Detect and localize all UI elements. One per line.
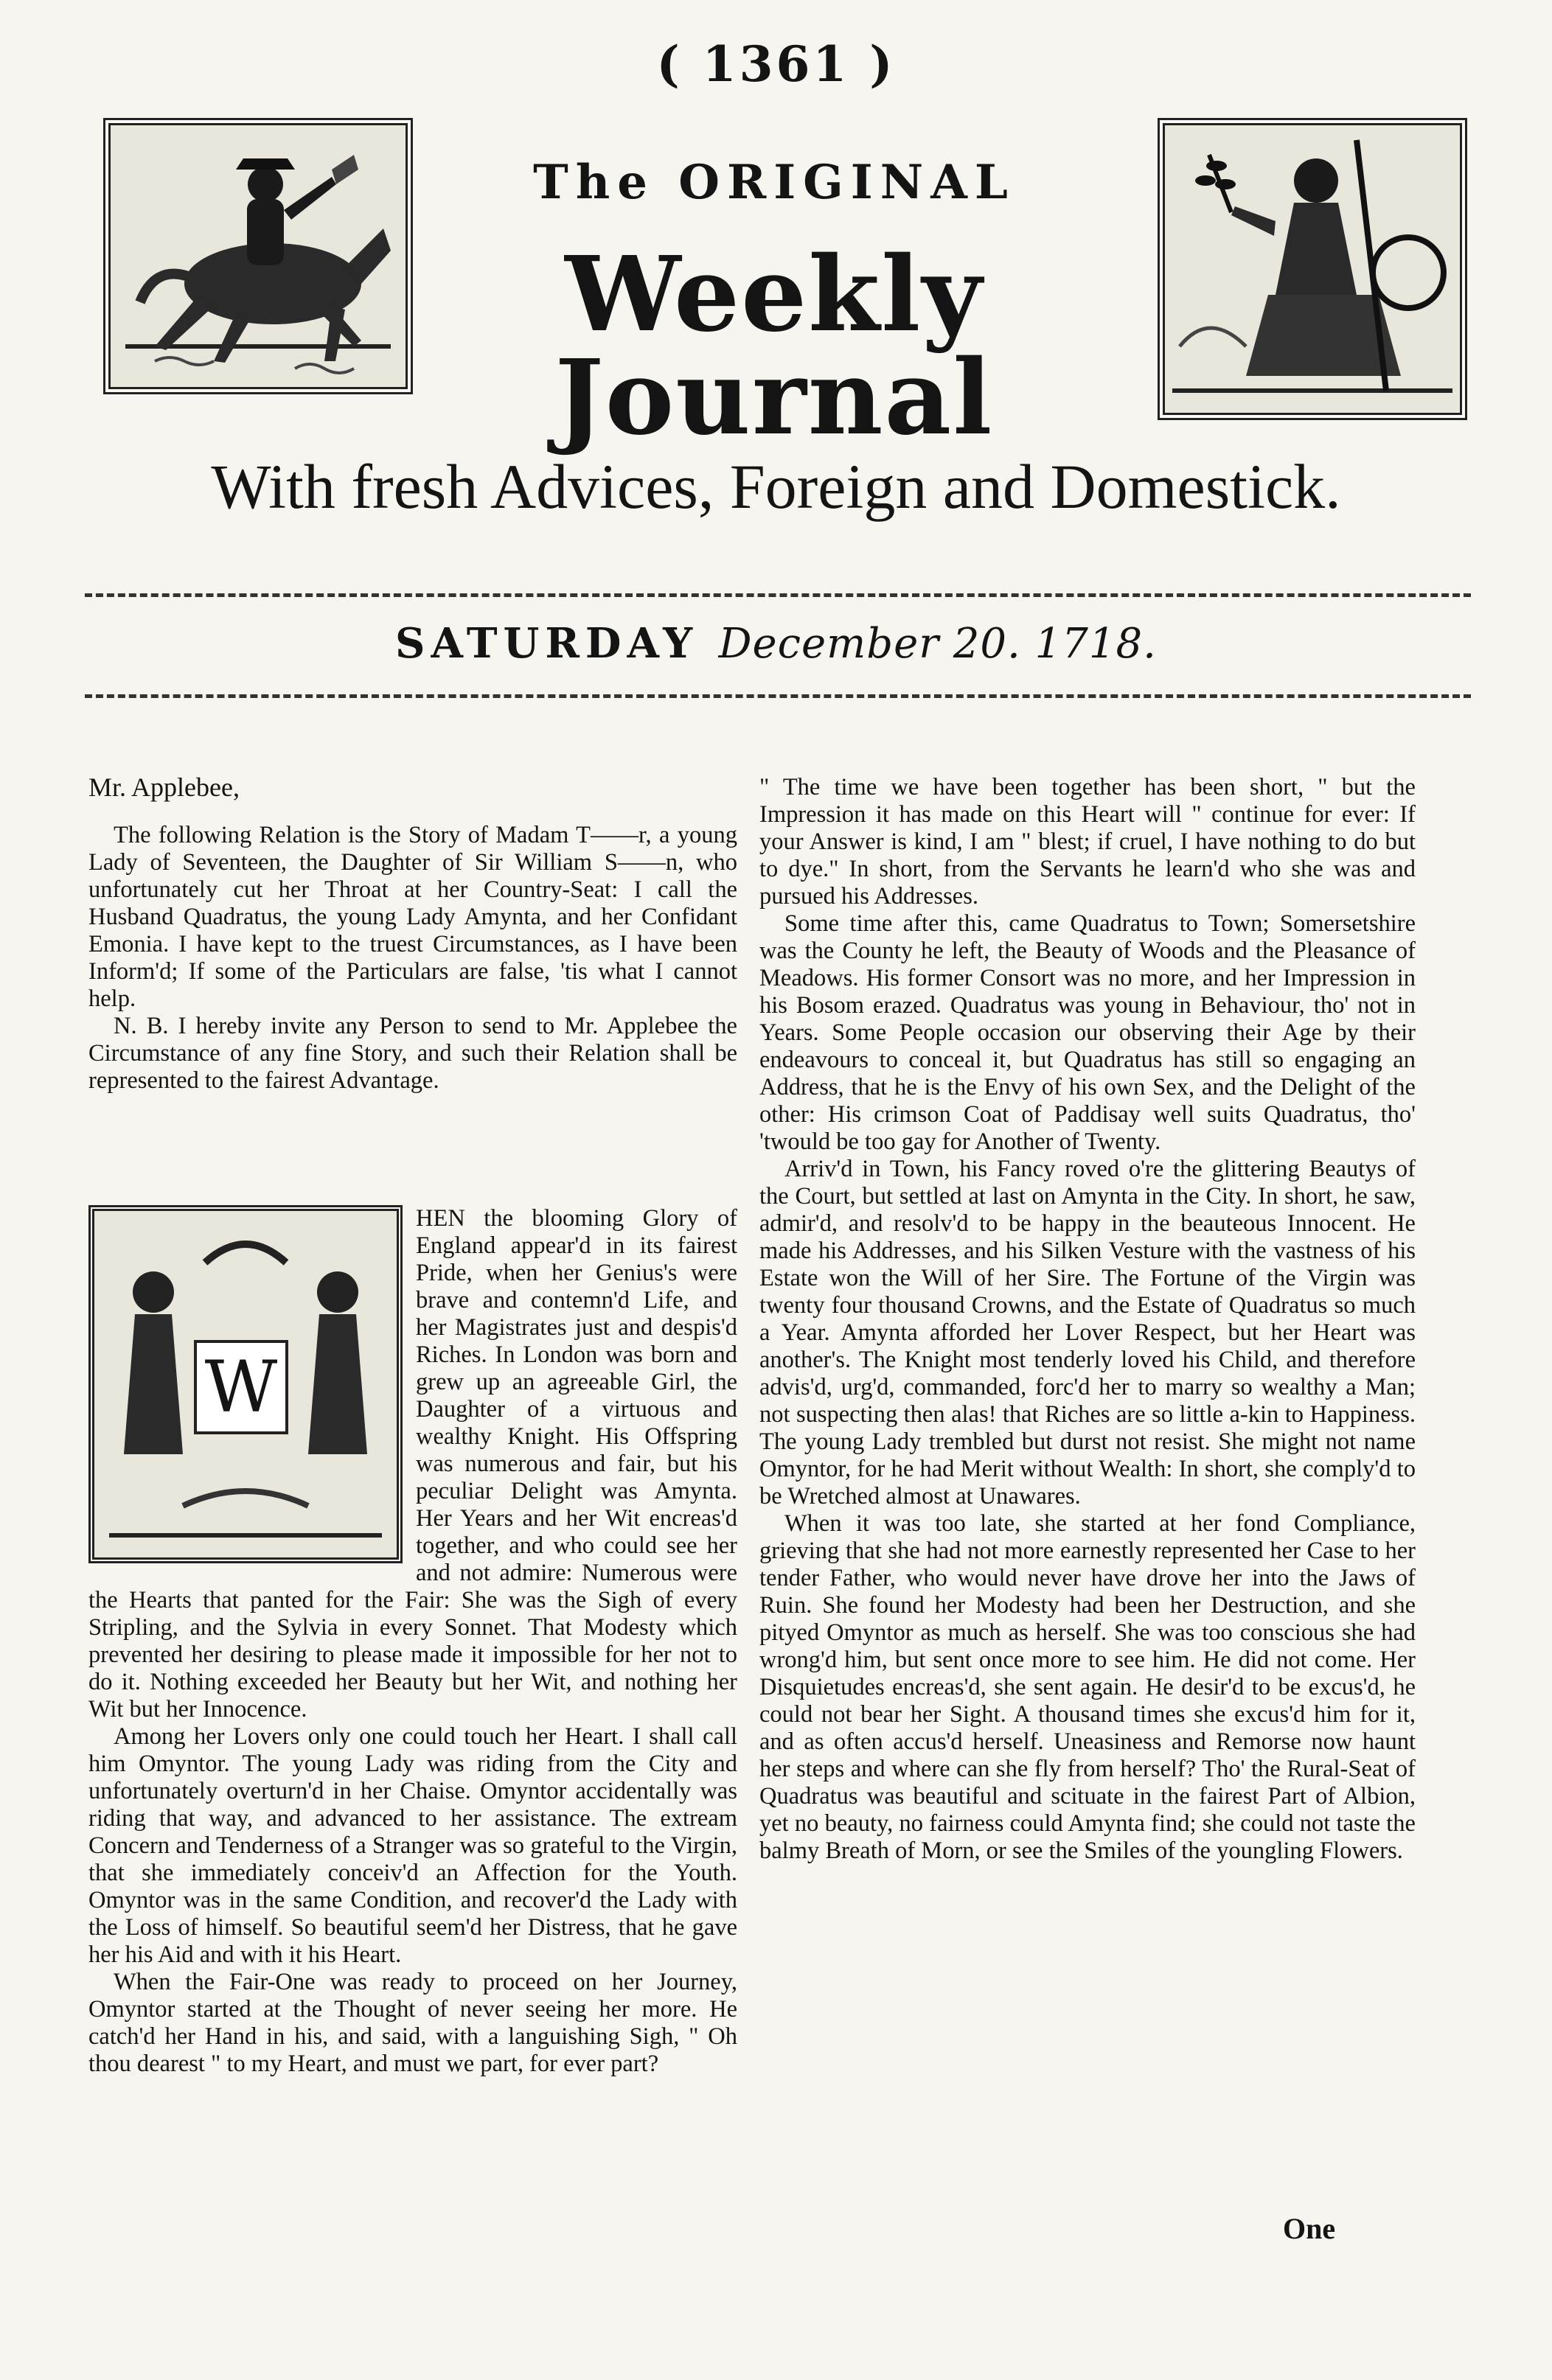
right-paragraph-2: Some time after this, came Quadratus to Town; Somersetshire was the County he left, the Beauty of Woods and the Pleasance of Meadows. His former Consort was no more, and her Impression in his Bosom erazed. Quadratus was young in Behaviour, tho' not in Years. Some People occasion our observing their Age by their endeavours to conceal it, but Quadratus has still so engaging an Address, that he is the Envy of his own Sex, and the Delight of the other: His crimson Coat of Paddisay well suits Quadratus, tho' 'twould be too gay for Another of Twenty.	[759, 910, 1416, 1155]
top-rule	[85, 593, 1471, 597]
page-number: ( 1361 )	[656, 35, 896, 93]
story-paragraph-2: Among her Lovers only one could touch her Heart. I shall call him Omyntor. The young Lady was riding from the City and unfortunately overturn'd in her Chaise. Omyntor accidentally was riding that way, and advanced to her assistance. The extream Concern and Tenderness of a Stranger was so grateful to the Virgin, that she immediately conceiv'd an Affection for the Youth. Omyntor was in the same Condition, and recover'd the Lady with the Loss of himself. So beautiful seem'd her Distress, that he gave her his Aid and with it his Heart.	[88, 1723, 737, 1968]
subtitle: With fresh Advices, Foreign and Domestick.	[211, 451, 1341, 522]
title-main: Weekly Journal	[554, 234, 994, 458]
right-column	[759, 774, 1416, 2219]
dropcap-letter: W	[194, 1340, 288, 1434]
left-column	[88, 774, 737, 2285]
story-paragraph-3: When the Fair-One was ready to proceed on her Journey, Omyntor started at the Thought of never seeing her more. He catch'd her Hand in his, and said, with a languishing Sigh, " Oh thou dearest " to my Heart, and must we part, for ever part?	[88, 1969, 737, 2077]
right-paragraph-4: When it was too late, she started at her fond Compliance, grieving that she had not more earnestly represented her Case to her tender Father, who would never have drove her into the Jaws of Ruin. She found her Modesty had been her Destruction, and she pityed Omyntor as much as herself. She was too conscious she had wrong'd him, but sent once more to see him. He did not come. Her Disquietudes encreas'd, she sent again. He desir'd to be excus'd, he could not bear her Sight. A thousand times she excus'd him for it, and as often accus'd herself. Uneasiness and Remorse now haunt her steps and where can she fly from herself? Tho' the Rural-Seat of Quadratus was beautiful and scituate in the fairest Part of Albion, yet no beauty, no fairness could Amynta find; she could not taste the balmy Breath of Morn, or see the Smiles of the youngling Flowers.	[759, 1510, 1416, 1864]
seated-figure-woodcut	[1158, 118, 1467, 420]
seated-figure-woodcut-icon	[1165, 125, 1460, 413]
date-line	[0, 619, 1552, 668]
right-paragraph-3: Arriv'd in Town, his Fancy roved o're the glittering Beautys of the Court, but settled at last on Amynta in the City. In short, he saw, admir'd, and resolv'd to be happy in the beauteous Innocent. He made his Addresses, and his Silken Vesture with the vastness of his Estate won the Will of her Sire. The Fortune of the Virgin was twenty four thousand Crowns, and the Estate of Quadratus so much a Year. Amynta afforded her Lover Respect, but her Heart was another's. The Knight most tenderly loved his Child, and therefore advis'd, urg'd, commanded, forc'd her to marry so wealthy a Man; not suspecting then alas! that Riches are so little a-kin to Happiness. The young Lady trembled but durst not resist. She might not name Omyntor, for he had Merit without Wealth: In short, she comply'd to be Wretched almost at Unawares.	[759, 1156, 1416, 1510]
date-day: SATURDAY	[395, 619, 699, 668]
dropcap-woodcut	[88, 1205, 403, 1563]
nb-paragraph: N. B. I hereby invite any Person to send to Mr. Applebee the Circumstance of any fine Story, and such their Relation shall be represented to the fairest Advantage.	[88, 1013, 737, 1094]
title-top: The ORIGINAL	[533, 155, 1015, 210]
salutation: Mr. Applebee,	[88, 772, 240, 802]
intro-paragraph: The following Relation is the Story of Madam T——r, a young Lady of Seventeen, the Daughter of Sir William S——n, who unfortunately cut her Throat at her Country-Seat: I call the Husband Quadratus, the young Lady Amynta, and her Confidant Emonia. I have kept to the truest Circumstances, as I have been Inform'd; If some of the Particulars are false, 'tis what I cannot help.	[88, 822, 737, 1012]
catchword: One	[1283, 2212, 1336, 2245]
story-paragraph-1: HEN the blooming Glory of England appear'd in its fairest Pride, when her Genius's were brave and contemn'd Life, and her Magistrates just and despis'd Riches. In London was born and grew up an agreeable Girl, the Daughter of a virtuous and wealthy Knight. His Offspring was numerous and fair, but his peculiar Delight was Amynta. Her Years and her Wit encreas'd together, and who could see her and not admire: Numerous were the Hearts that panted for the Fair: She was the Sigh of every Stripling, and the Sylvia in every Sonnet. That Modesty which prevented her desiring to please made it impossible for her not to do it. Nothing exceeded her Beauty but her Wit, and nothing her Wit but her Innocence.	[88, 1205, 737, 1723]
horseman-woodcut-icon	[111, 125, 406, 387]
right-paragraph-1: " The time we have been together has been short, " but the Impression it has made on this Heart will " continue for ever: If your Answer is kind, I am " blest; if cruel, I have nothing to do but to dye." In short, from the Servants he learn'd who she was and pursued his Addresses.	[759, 774, 1416, 910]
horseman-woodcut	[103, 118, 413, 394]
bottom-rule	[85, 694, 1471, 698]
date-rest: December 20. 1718.	[718, 620, 1157, 668]
